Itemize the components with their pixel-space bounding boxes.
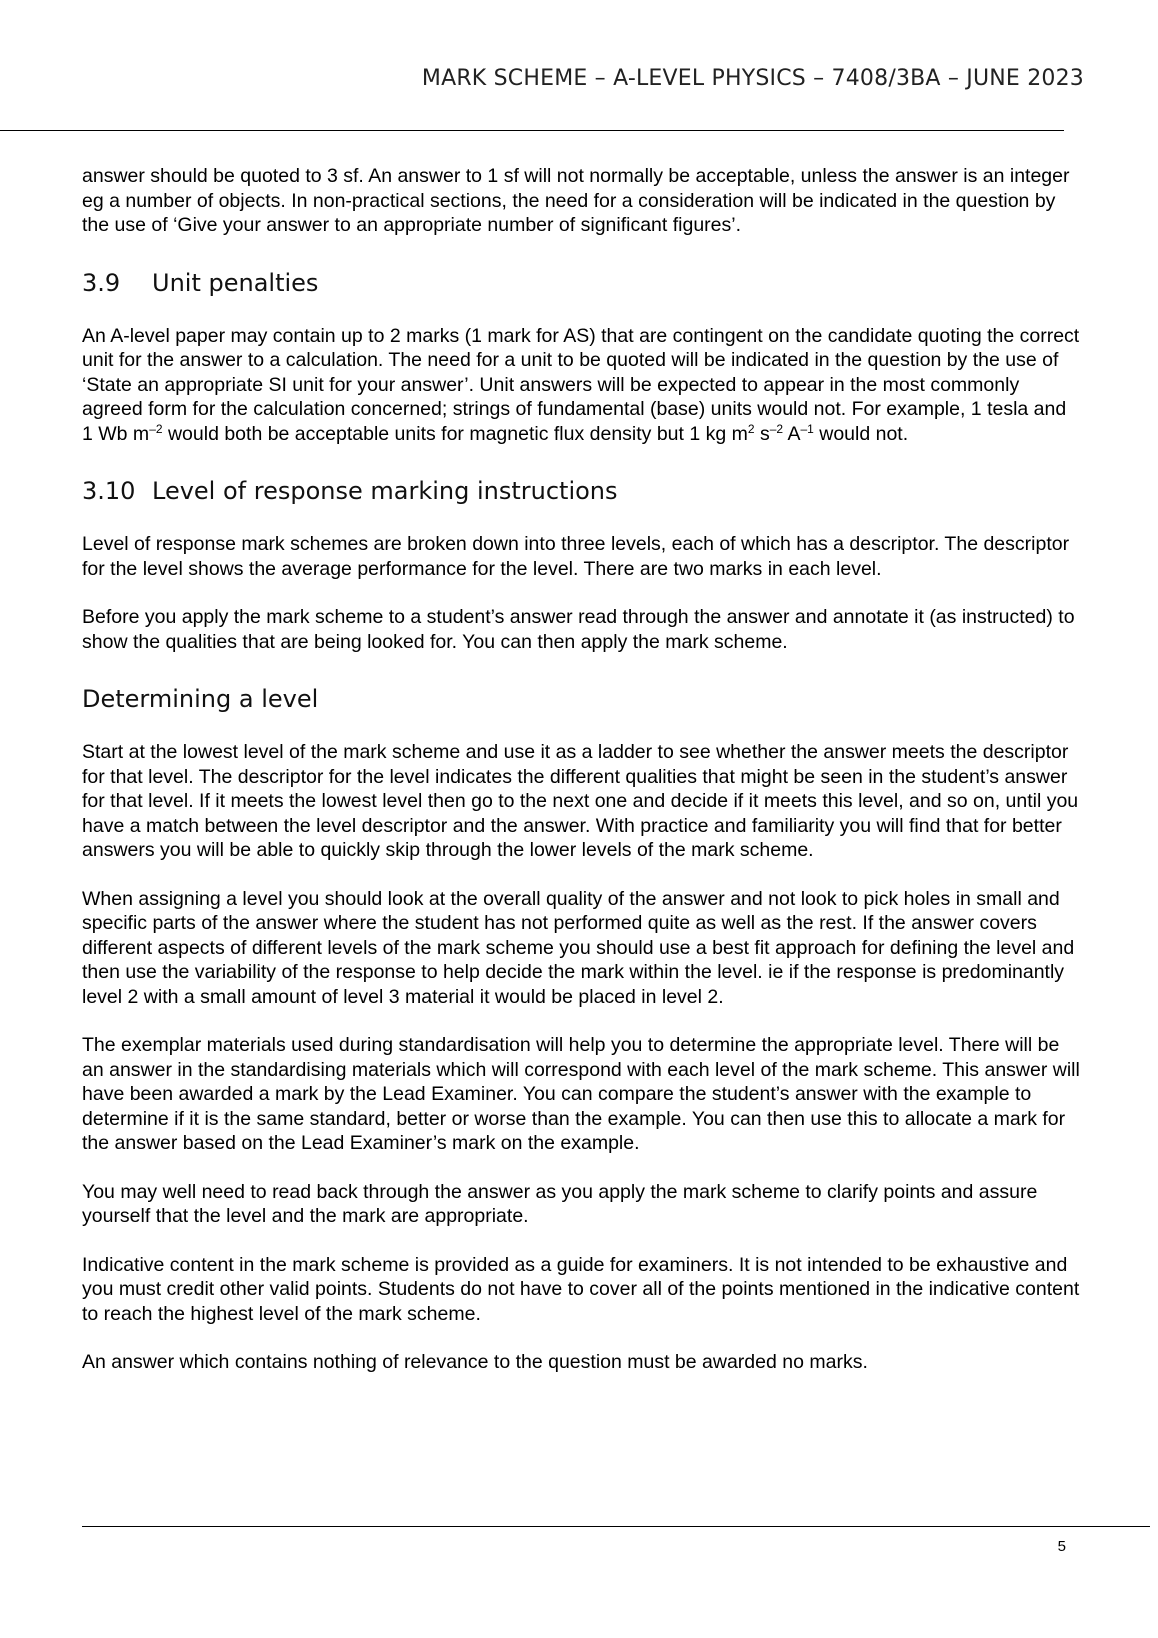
determining-paragraph-4: You may well need to read back through the answer as you apply the mark scheme to clarify points and assure yourself that the level and the mark are appropriate. — [82, 1180, 1038, 1227]
determining-level-heading: Determining a level — [82, 685, 319, 713]
text-run: An A-level paper may contain up to 2 marks (1 mark for AS) that are contingent on the candidate quoting the correct unit for the answer to a calculation. The need for a unit to be quoted will be indicated in the question by the use of ‘State an appropriate SI unit for your answer’. Unit answers will be expected to appear in the most commonly agreed form for the calculation concerned; strings of fundamental (base) units would not. For example, 1 tesla and 1 Wb m — [82, 324, 1080, 445]
superscript: –2 — [149, 421, 163, 436]
superscript: –2 — [769, 421, 784, 436]
superscript: –1 — [800, 421, 814, 436]
determining-paragraph-6: An answer which contains nothing of relevance to the question must be awarded no marks. — [82, 1351, 868, 1373]
header-divider — [0, 130, 1064, 131]
text-run: s — [754, 422, 770, 445]
section-number: 3.10 — [82, 477, 136, 505]
section-3-10-heading — [82, 476, 1082, 506]
unit-penalties-paragraph — [82, 324, 1082, 447]
intro-paragraph: answer should be quoted to 3 sf. An answer to 1 sf will not normally be acceptable, unless the answer is an integer eg a number of objects. In non-practical sections, the need for a consideration will be indicated in the question by the use of ‘Give your answer to an appropriate number of significant figures’. — [82, 165, 1070, 236]
text-run: would not. — [813, 422, 909, 445]
section-title: Unit penalties — [152, 268, 319, 297]
section-number: 3.9 — [82, 268, 121, 297]
page-content — [82, 164, 1082, 1375]
determining-paragraph-1: Start at the lowest level of the mark scheme and use it as a ladder to see whether the answer meets the descriptor for that level. The descriptor for the level indicates the different qualities that might be seen in the student’s answer for that level. If it meets the lowest level then go to the next one and decide if it meets this level, and so on, until you have a match between the level descriptor and the answer. With practice and familiarity you will find that for better answers you will be able to quickly skip through the lower levels of the mark scheme. — [82, 741, 1079, 861]
footer-divider — [82, 1526, 1150, 1527]
level-response-paragraph-2: Before you apply the mark scheme to a student’s answer read through the answer and annotate it (as instructed) to show the qualities that are being looked for. You can then apply the mark scheme. — [82, 606, 1075, 653]
section-title: Level of response marking instructions — [152, 477, 618, 505]
text-run: A — [783, 422, 801, 445]
text-run: would both be acceptable units for magnetic flux density but 1 kg m — [162, 422, 748, 445]
page-number: 5 — [1057, 1538, 1066, 1555]
superscript: 2 — [747, 421, 755, 436]
running-header-title: MARK SCHEME – A-LEVEL PHYSICS – 7408/3BA – JUNE 2023 — [421, 66, 1084, 91]
section-3-9-heading — [82, 268, 1082, 298]
determining-paragraph-2: When assigning a level you should look at the overall quality of the answer and not look to pick holes in small and specific parts of the answer where the student has not performed quite as well as the rest. If the answer covers different aspects of different levels of the mark scheme you should use a best fit approach for defining the level and then use the variability of the response to help decide the mark within the level. ie if the response is predominantly level 2 with a small amount of level 3 material it would be placed in level 2. — [82, 887, 1075, 1008]
level-response-paragraph-1: Level of response mark schemes are broken down into three levels, each of which has a descriptor. The descriptor for the level shows the average performance for the level. There are two marks in each level. — [82, 533, 1070, 580]
determining-paragraph-5: Indicative content in the mark scheme is provided as a guide for examiners. It is not intended to be exhaustive and you must credit other valid points. Students do not have to cover all of the points mentioned in the indicative content to reach the highest level of the mark scheme. — [82, 1253, 1080, 1325]
determining-paragraph-3: The exemplar materials used during standardisation will help you to determine the appropriate level. There will be an answer in the standardising materials which will correspond with each level of the mark scheme. This answer will have been awarded a mark by the Lead Examiner. You can compare the student’s answer with the example to determine if it is the same standard, better or worse than the example. You can then use this to allocate a mark for the answer based on the Lead Examiner’s mark on the example. — [82, 1034, 1080, 1154]
